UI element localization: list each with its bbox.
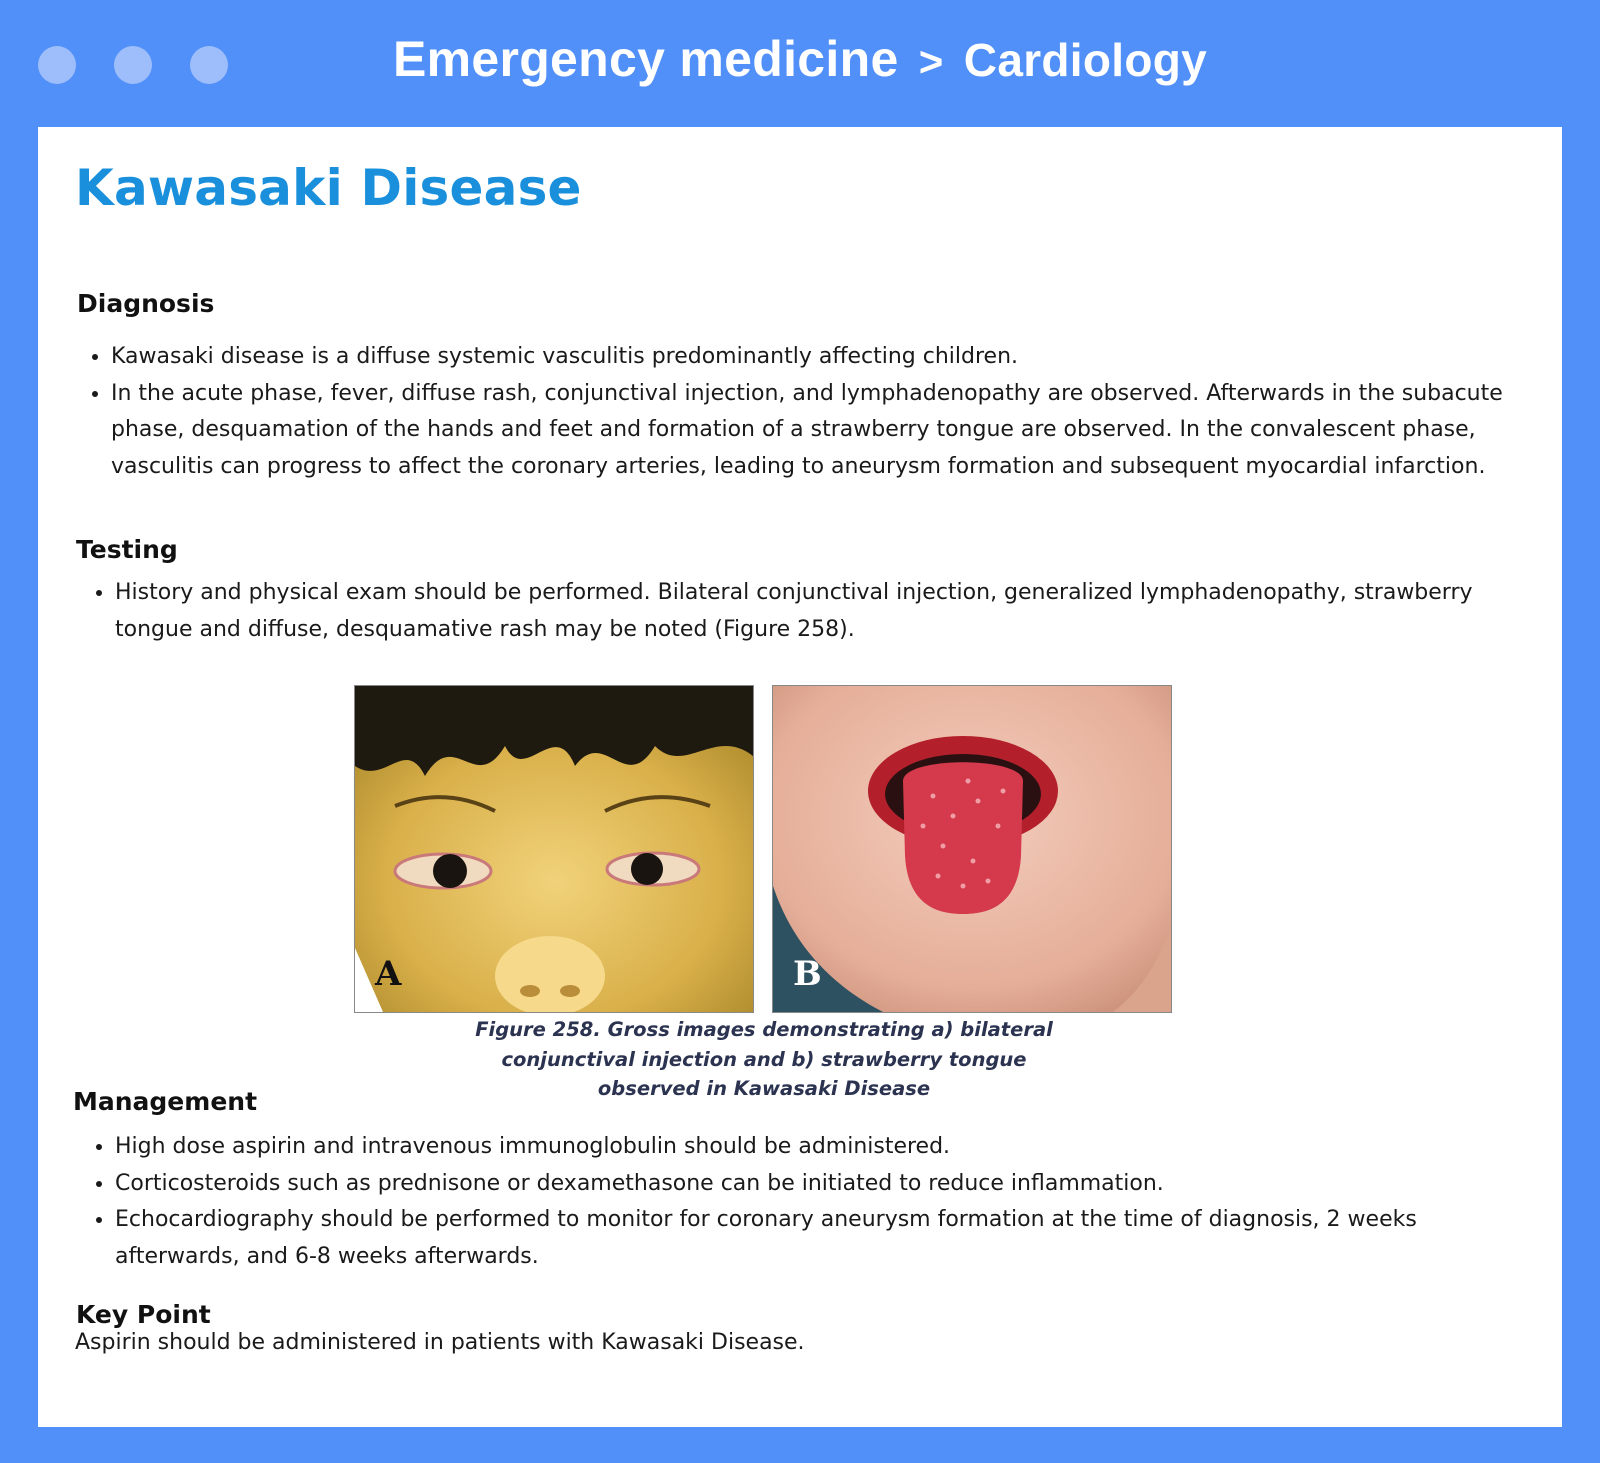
list-item: • High dose aspirin and intravenous immunoglobulin should be administered. [115,1129,1515,1166]
strawberry-tongue-photo [772,685,1172,1013]
breadcrumb [0,30,1600,88]
key-point-heading: Key Point [76,1300,211,1329]
list-item: • Kawasaki disease is a diffuse systemic vasculitis predominantly affecting children. [111,339,1561,376]
testing-heading: Testing [76,535,178,564]
list-item: • Corticosteroids such as prednisone or dexamethasone can be initiated to reduce inflammation. [115,1166,1515,1203]
diagnosis-heading: Diagnosis [77,289,215,318]
caption-line: conjunctival injection and b) strawberry tongue [501,1047,1027,1071]
breadcrumb-root[interactable]: Emergency medicine [392,31,899,87]
page-title: Kawasaki Disease [75,159,582,217]
figure-caption [454,1015,1074,1104]
breadcrumb-separator: > [918,38,944,85]
diagnosis-list [75,339,1561,485]
management-list [79,1129,1515,1275]
list-item: • History and physical exam should be performed. Bilateral conjunctival injection, generalized lymphadenopathy, strawberry tongue and diffuse, desquamative rash may be noted (Figure 258). [115,575,1515,648]
panel-a-label: A [375,954,402,994]
testing-list [79,575,1515,648]
caption-line: Figure 258. Gross images demonstrating a) bilateral [475,1018,1053,1041]
management-heading: Management [73,1087,258,1116]
caption-line: observed in Kawasaki Disease [597,1077,931,1100]
breadcrumb-leaf[interactable]: Cardiology [963,34,1208,86]
mouth-tongue-illustration-icon [773,686,1171,1012]
panel-b-label: B [793,954,822,994]
document-page [38,127,1562,1427]
key-point-text: Aspirin should be administered in patients with Kawasaki Disease. [75,1330,805,1355]
list-item: • In the acute phase, fever, diffuse rash, conjunctival injection, and lymphadenopathy are observed. Afterwards in the subacute phase, desquamation of the hands and feet and formation of a strawberry tongue are observed. In the convalescent phase, vasculitis can progress to affect the coronary arteries, leading to aneurysm formation and subsequent myocardial infarction. [111,376,1561,486]
conjunctival-injection-photo [354,685,754,1013]
list-item: • Echocardiography should be performed to monitor for coronary aneurysm formation at the time of diagnosis, 2 weeks afterwards, and 6-8 weeks afterwards. [115,1202,1515,1275]
face-eyes-illustration-icon [355,686,753,1012]
